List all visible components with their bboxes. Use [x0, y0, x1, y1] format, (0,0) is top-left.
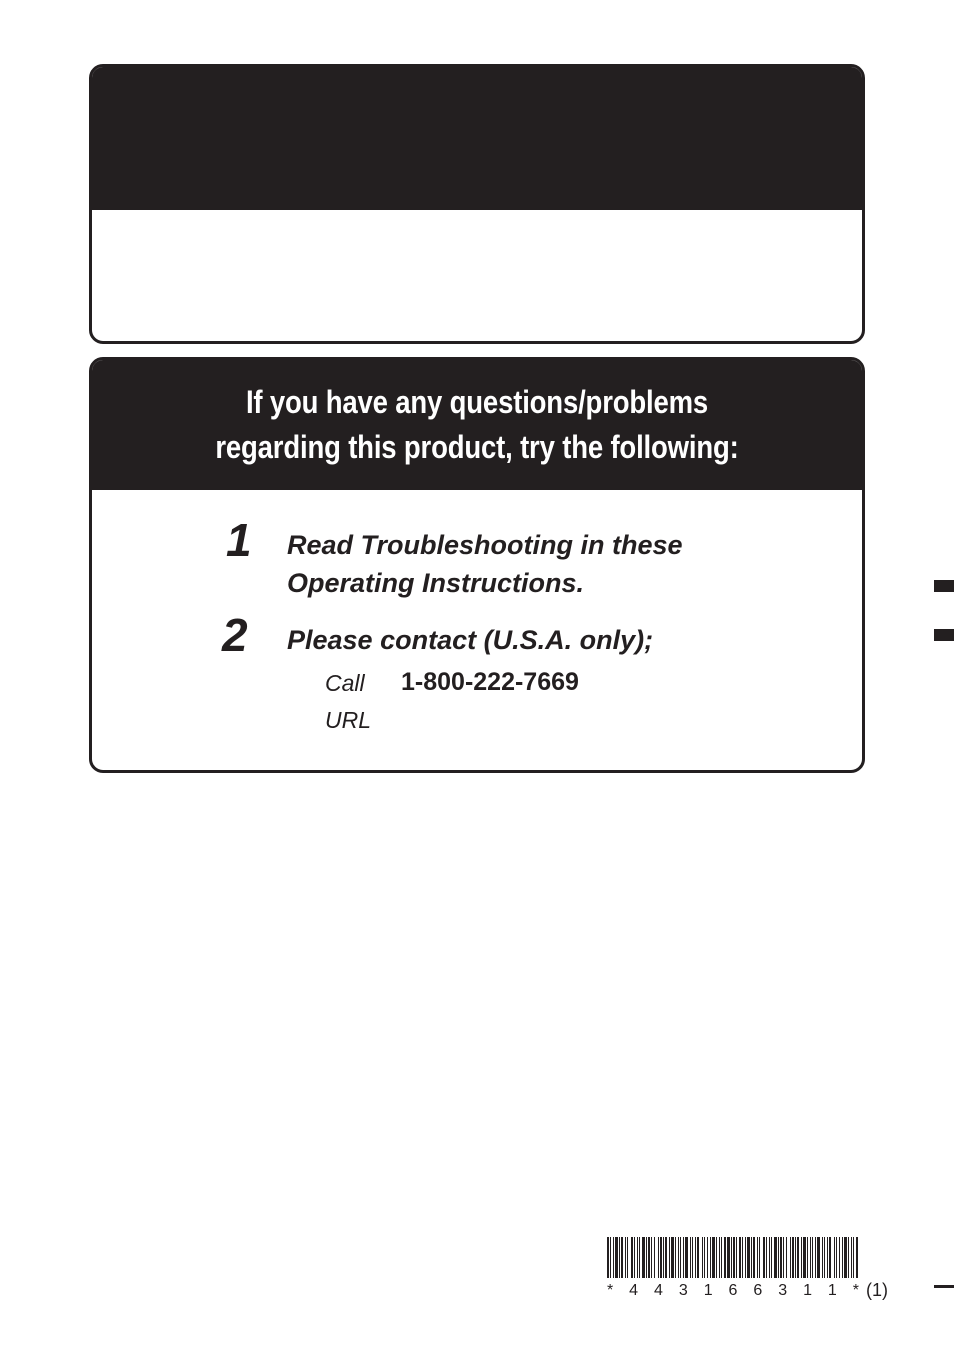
side-tab-mark-2: [934, 629, 954, 641]
barcode-digit: 3: [678, 1282, 688, 1299]
help-panel-header: [92, 360, 862, 490]
barcode-bar: [848, 1237, 849, 1278]
barcode-bar: [778, 1237, 779, 1278]
barcode-bar: [680, 1237, 681, 1278]
barcode-bar: [625, 1237, 626, 1278]
barcode-bar: [607, 1237, 609, 1278]
side-tab-mark-1: [934, 580, 954, 592]
barcode-bar: [637, 1237, 638, 1278]
step-2-text: Please contact (U.S.A. only);: [287, 625, 654, 655]
barcode-digit: 1: [803, 1282, 812, 1299]
barcode-bar: [774, 1237, 777, 1278]
barcode-bar: [615, 1237, 618, 1278]
barcode-digits: [607, 1282, 859, 1300]
barcode-bar: [654, 1237, 655, 1278]
barcode-bar: [783, 1237, 784, 1278]
barcode-bar: [690, 1237, 691, 1278]
step-1-text-line-2: Operating Instructions.: [287, 568, 585, 598]
barcode-digit: 6: [753, 1282, 763, 1299]
barcode-bar: [829, 1237, 831, 1278]
barcode-bar: [856, 1237, 858, 1278]
barcode-bar: [671, 1237, 674, 1278]
barcode-bar: [759, 1237, 760, 1278]
barcode-bar: [763, 1237, 765, 1278]
barcode-bar: [733, 1237, 735, 1278]
barcode-bar: [807, 1237, 808, 1278]
barcode-bar: [836, 1237, 837, 1278]
barcode-bar: [702, 1237, 703, 1278]
barcode-bar: [790, 1237, 791, 1278]
barcode-digit: *: [607, 1282, 614, 1299]
barcode-bar: [613, 1237, 614, 1278]
barcode-bar: [851, 1237, 852, 1278]
barcode-bar: [627, 1237, 628, 1278]
barcode-bar: [815, 1237, 816, 1278]
step-1-text-line-1: Read Troubleshooting in these: [287, 530, 683, 560]
barcode-digit: 1: [827, 1282, 837, 1299]
barcode-bar: [704, 1237, 705, 1278]
barcode-bar: [610, 1237, 611, 1278]
barcode-bar: [822, 1237, 823, 1278]
help-heading-line-1: If you have any questions/problems: [245, 384, 709, 420]
call-label: Call: [325, 670, 365, 696]
barcode-digit: 4: [629, 1282, 639, 1299]
barcode-bar: [731, 1237, 732, 1278]
barcode-bar: [751, 1237, 752, 1278]
barcode-bar: [648, 1237, 650, 1278]
barcode-bar: [739, 1237, 741, 1278]
barcode-bar: [651, 1237, 652, 1278]
barcode-bar: [803, 1237, 806, 1278]
barcode-bar: [710, 1237, 711, 1278]
barcode-bar: [769, 1237, 770, 1278]
barcode-bar: [745, 1237, 746, 1278]
barcode-bar: [842, 1237, 843, 1278]
barcode-bar: [642, 1237, 645, 1278]
barcode-bar: [683, 1237, 684, 1278]
barcode-bar: [792, 1237, 794, 1278]
barcode-bar: [634, 1237, 635, 1278]
barcode-bar: [663, 1237, 664, 1278]
barcode-bar: [801, 1237, 802, 1278]
barcode-bar: [795, 1237, 796, 1278]
barcode-bar: [695, 1237, 696, 1278]
barcode-bar: [771, 1237, 772, 1278]
barcode-digit: 4: [654, 1282, 663, 1299]
barcode-bar: [678, 1237, 679, 1278]
barcode-bar: [766, 1237, 767, 1278]
barcode-digit: 6: [728, 1282, 738, 1299]
barcode-bar: [727, 1237, 730, 1278]
barcode-bar: [621, 1237, 623, 1278]
barcode-bar: [742, 1237, 743, 1278]
barcode-bar: [797, 1237, 799, 1278]
barcode-bar: [631, 1237, 633, 1278]
barcode-bar: [716, 1237, 717, 1278]
barcode-suffix: (1): [866, 1280, 888, 1300]
barcode-digit: 3: [778, 1282, 788, 1299]
step-1-number: 1: [226, 514, 252, 566]
barcode-bar: [834, 1237, 835, 1278]
barcode-digit: *: [852, 1282, 859, 1299]
barcode: [607, 1237, 859, 1278]
step-2-number: 2: [222, 609, 248, 661]
barcode-bar: [810, 1237, 811, 1278]
barcode-bar: [780, 1237, 782, 1278]
top-panel-header-band: [92, 67, 862, 210]
help-heading-line-2: regarding this product, try the following:: [215, 429, 739, 465]
barcode-bar: [675, 1237, 676, 1278]
phone-number: 1-800-222-7669: [401, 668, 579, 696]
url-label: URL: [325, 707, 372, 733]
barcode-bar: [692, 1237, 693, 1278]
barcode-bar: [685, 1237, 688, 1278]
barcode-bar: [639, 1237, 640, 1278]
barcode-bar: [736, 1237, 737, 1278]
top-blank-panel: [89, 64, 865, 344]
barcode-bar: [721, 1237, 722, 1278]
barcode-bar: [619, 1237, 620, 1278]
barcode-digit: 1: [703, 1282, 713, 1299]
barcode-bar: [812, 1237, 813, 1278]
barcode-bar: [786, 1237, 787, 1278]
barcode-bar: [646, 1237, 647, 1278]
barcode-bar: [658, 1237, 659, 1278]
barcode-bar: [697, 1237, 699, 1278]
barcode-bar: [844, 1237, 847, 1278]
barcode-bar: [707, 1237, 708, 1278]
barcode-bar: [817, 1237, 820, 1278]
barcode-bar: [827, 1237, 828, 1278]
barcode-bar: [824, 1237, 825, 1278]
barcode-bar: [853, 1237, 854, 1278]
barcode-bar: [724, 1237, 726, 1278]
barcode-bar: [719, 1237, 720, 1278]
barcode-bar: [839, 1237, 840, 1278]
barcode-bar: [753, 1237, 755, 1278]
bottom-margin-mark: [934, 1285, 954, 1288]
barcode-bar: [712, 1237, 715, 1278]
barcode-bar: [757, 1237, 758, 1278]
barcode-bar: [747, 1237, 750, 1278]
barcode-bar: [669, 1237, 670, 1278]
barcode-bar: [660, 1237, 662, 1278]
barcode-bar: [665, 1237, 667, 1278]
